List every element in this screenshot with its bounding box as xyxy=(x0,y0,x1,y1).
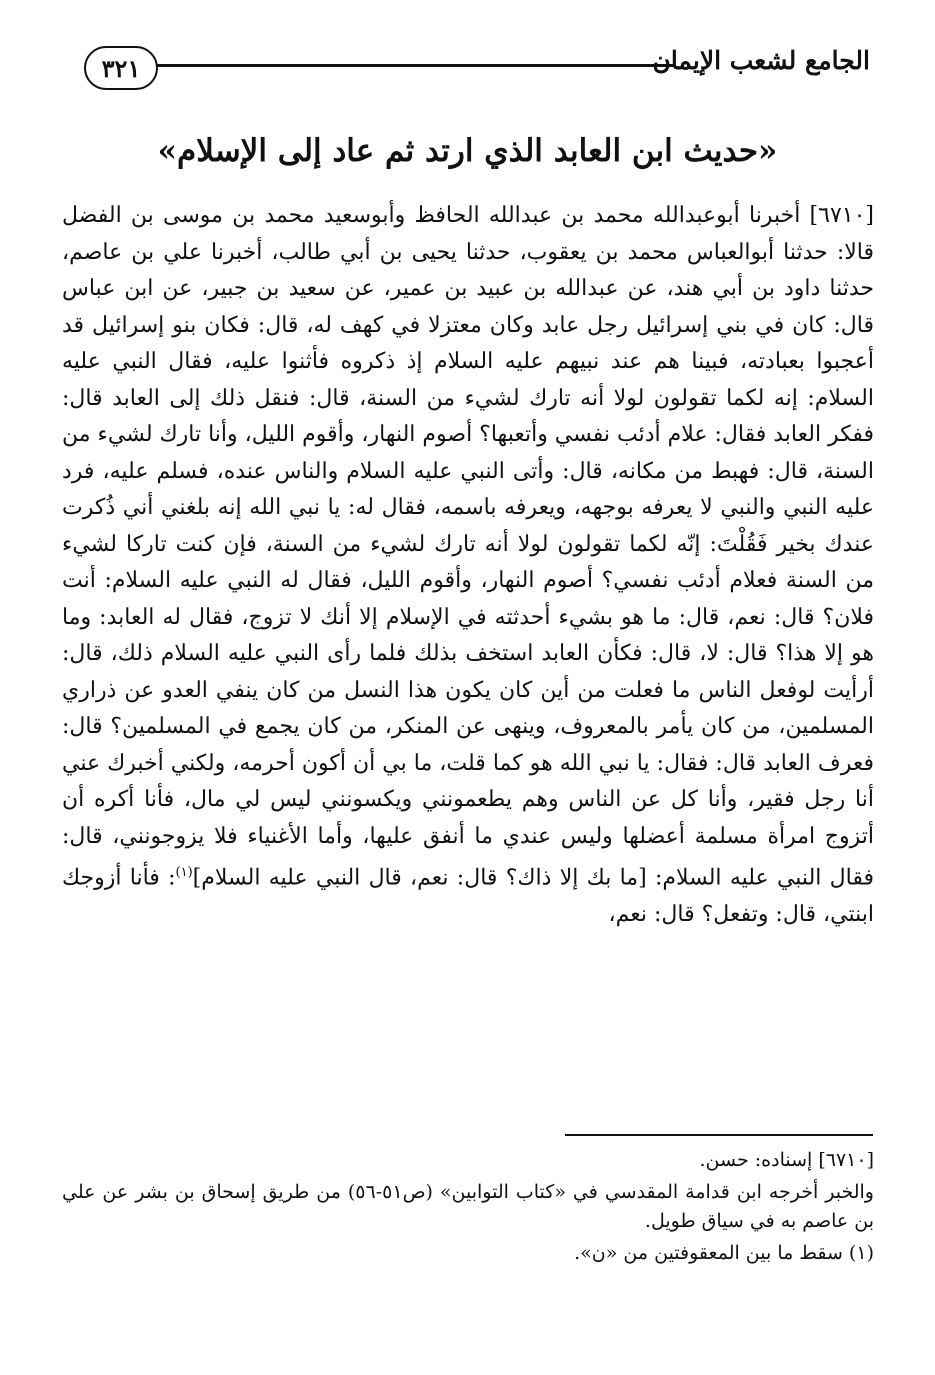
footnote-divider xyxy=(565,1134,873,1136)
running-title: الجامع لشعب الإيمان xyxy=(652,46,870,75)
footnote-1: (١) سقط ما بين المعقوفتين من «ن». xyxy=(574,1242,874,1264)
footnote-isnad: [٦٧١٠] إسناده: حسن. xyxy=(699,1149,874,1171)
footnote-ref: (١) xyxy=(175,865,193,880)
chapter-title: «حديث ابن العابد الذي ارتد ثم عاد إلى الإسلام» xyxy=(157,133,778,169)
hadith-text-end: : فأنا أزوجك ابنتي، قال: وتفعل؟ قال: نعم، xyxy=(62,865,874,927)
hadith-paragraph xyxy=(62,198,874,933)
hadith-text: [٦٧١٠] أخبرنا أبوعبدالله محمد بن عبدالله الحافظ وأبوسعيد محمد بن موسى بن الفضل قالا: حدثنا أبوالعباس محمد بن يعقوب، حدثنا يحيى بن أبي طالب، أخبرنا علي بن عاصم، حدثنا داود بن أبي هند، عن عبدالله بن عبيد بن عمير، عن سعيد بن جبير، عن ابن عباس قال: كان في بني إسرائيل رجل عابد وكان معتزلا في كهف له، قال: فكان بنو إسرائيل قد أعجبوا بعبادته، فبينا هم عند نبيهم عليه السلام إذ ذكروه فأثنوا عليه، فقال النبي عليه السلام: إنه لكما تقولون لولا أنه تارك لشيء من السنة، قال: فنقل ذلك إلى العابد قال: ففكر العابد فقال: علام أدئب نفسي وأتعبها؟ أصوم النهار، وأقوم الليل، وأنا تارك لشيء من السنة، قال: فهبط من مكانه، قال: وأتى النبي عليه السلام والناس عنده، فسلم عليه، فرد عليه النبي والنبي لا يعرفه بوجهه، ويعرفه باسمه، فقال له: يا نبي الله إنه بلغني أني ذُكرت عندك بخير فَقُلْتَ: إنّه لكما تقولون لولا أنه تارك لشيء من السنة، فإن كنت تاركا لشيء من السنة فعلام أدئب نفسي؟ أصوم النهار، وأقوم الليل، فقال له النبي عليه السلام: أنت فلان؟ قال: نعم، قال: ما هو بشيء أحدثته في الإسلام إلا أنك لا تزوج، فقال له العابد: وما هو إلا هذا؟ قال: لا، قال: فكأن العابد استخف بذلك فلما رأى النبي عليه السلام ذلك، قال: أرأيت لوفعل الناس ما فعلت من أين كان يكون هذا النسل من كان ينفي العدو عن ذراري المسلمين، من كان يأمر بالمعروف، وينهى عن المنكر، من كان يجمع في المسلمين؟ قال: فعرف العابد قال: فقال: يا نبي الله هو كما قلت، ما بي أن أكون أحرمه، ولكني أخبرك عني أنا رجل فقير، وأنا كل عن الناس وهم يطعمونني ويكسونني ليس لي مال، فأنا أكره أن أتزوج امرأة مسلمة أعضلها وليس عندي ما أنفق عليها، وأما الأغنياء فلا يزوجونني، قال: فقال النبي عليه السلام: [ما بك إلا ذاك؟ قال: نعم، قال النبي عليه السلام] xyxy=(62,203,874,891)
main-text xyxy=(62,198,874,933)
header-rule xyxy=(156,64,674,67)
page-number: ٣٢١ xyxy=(84,46,158,90)
footnotes xyxy=(62,1146,874,1271)
footnote-takhrij: والخبر أخرجه ابن قدامة المقدسي في «كتاب التوابين» (ص٥١-٥٦) من طريق إسحاق بن بشر عن علي بن عاصم به في سياق طويل. xyxy=(62,1181,874,1232)
running-header xyxy=(80,42,870,98)
